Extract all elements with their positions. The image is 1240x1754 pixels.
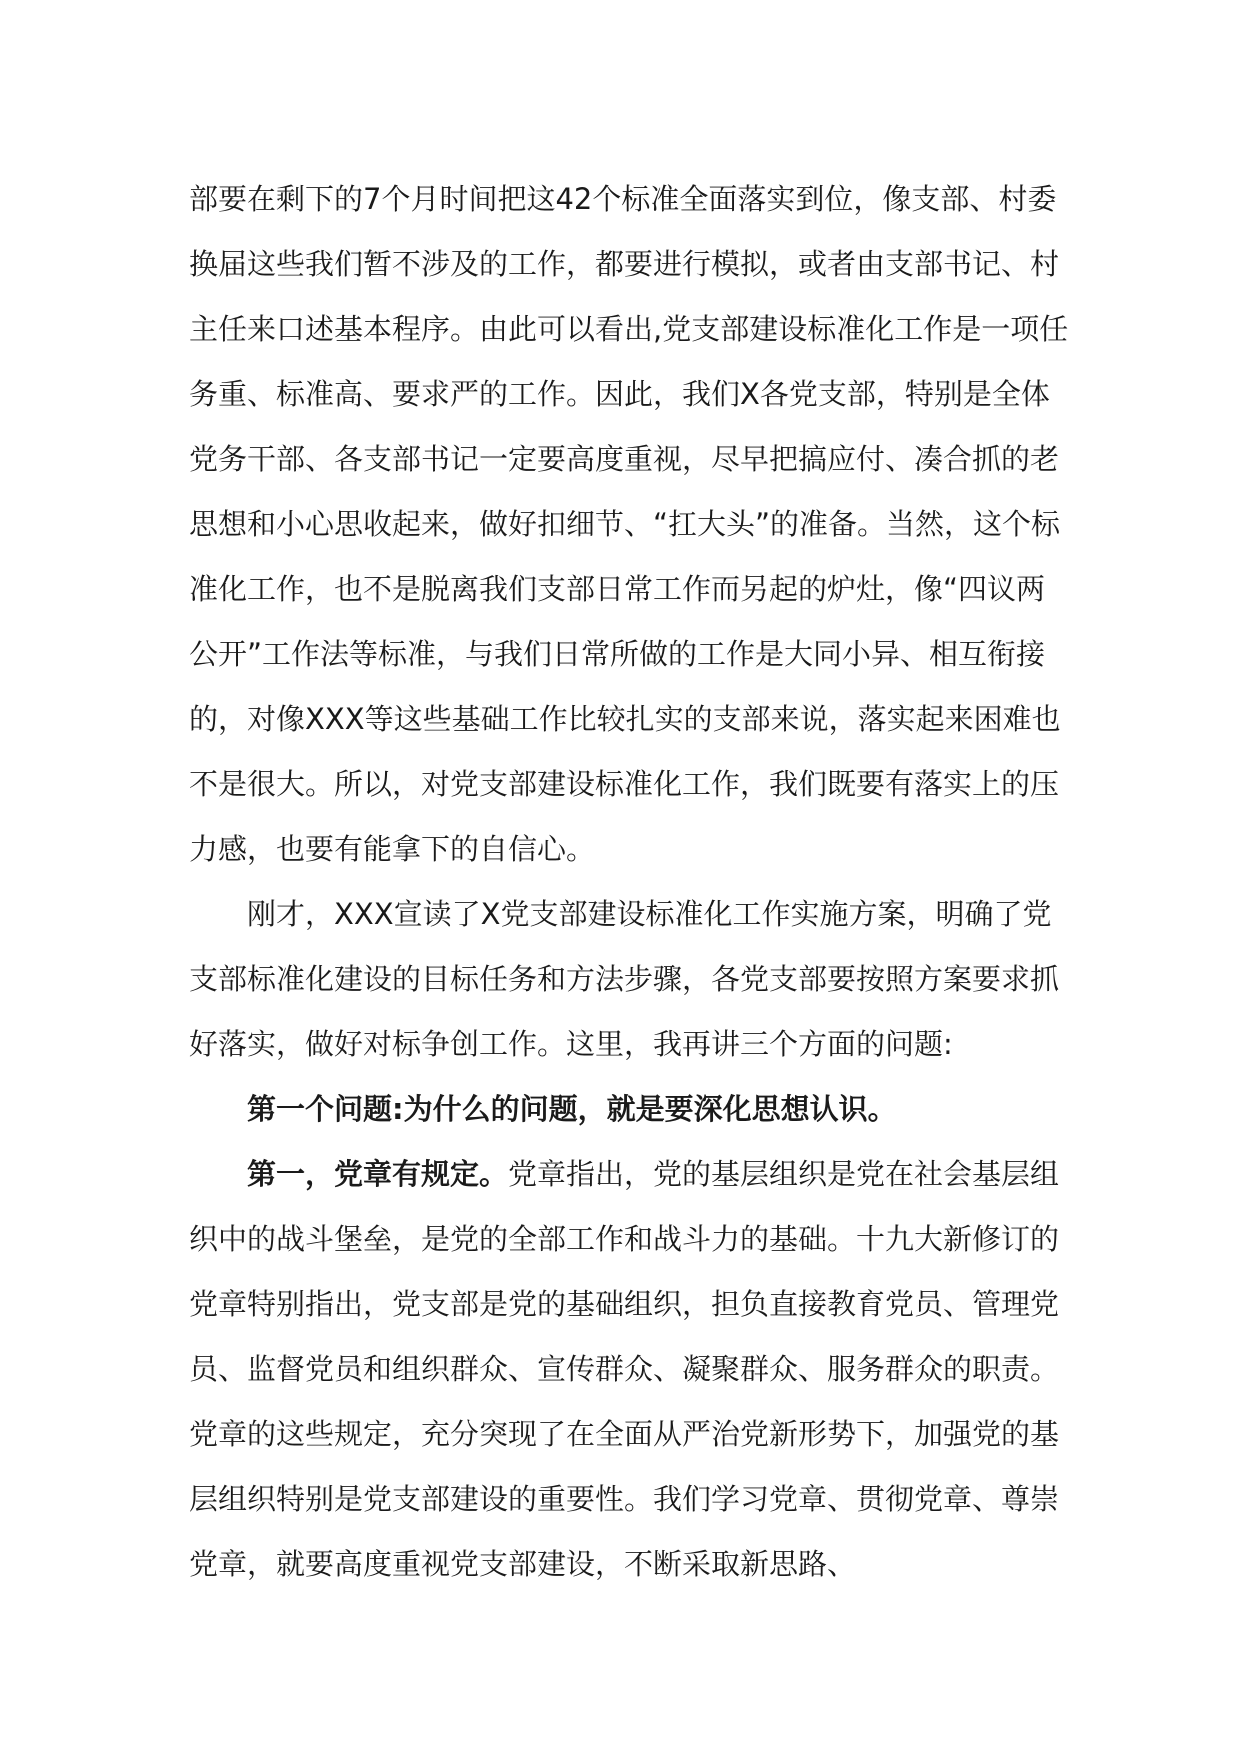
point-one-lead: 第一，党章有规定。 [247,1157,509,1191]
point-one-body: 党章指出，党的基层组织是党在社会基层组织中的战斗堡垒，是党的全部工作和战斗力的基础。十九大新修订的党章特别指出，党支部是党的基础组织，担负直接教育党员、管理党员、监督党员和组织群众、宣传群众、凝聚群众、服务群众的职责。党章的这些规定，充分突现了在全面从严治党新形势下，加强党的基层组织特别是党支部建设的重要性。我们学习党章、贯彻党章、尊崇党章，就要高度重视党支部建设，不断采取新思路、 [189,1157,1060,1581]
document-page [189,167,1069,1597]
paragraph-continuation: 部要在剩下的7个月时间把这42个标准全面落实到位，像支部、村委换届这些我们暂不涉及的工作，都要进行模拟，或者由支部书记、村主任来口述基本程序。由此可以看出,党支部建设标准化工作是一项任务重、标准高、要求严的工作。因此，我们X各党支部，特别是全体党务干部、各支部书记一定要高度重视，尽早把搞应付、凑合抓的老思想和小心思收起来，做好扣细节、“扛大头”的准备。当然，这个标准化工作，也不是脱离我们支部日常工作而另起的炉灶，像“四议两公开”工作法等标准，与我们日常所做的工作是大同小异、相互衔接的，对像XXX等这些基础工作比较扎实的支部来说，落实起来困难也不是很大。所以，对党支部建设标准化工作，我们既要有落实上的压力感，也要有能拿下的自信心。 [189,182,1069,866]
paragraph-point-one [189,1142,1069,1597]
section-heading: 第一个问题:为什么的问题，就是要深化思想认识。 [247,1092,897,1126]
paragraph-intro: 刚才，XXX宣读了X党支部建设标准化工作实施方案，明确了党支部标准化建设的目标任务和方法步骤，各党支部要按照方案要求抓好落实，做好对标争创工作。这里，我再讲三个方面的问题: [189,897,1060,1061]
